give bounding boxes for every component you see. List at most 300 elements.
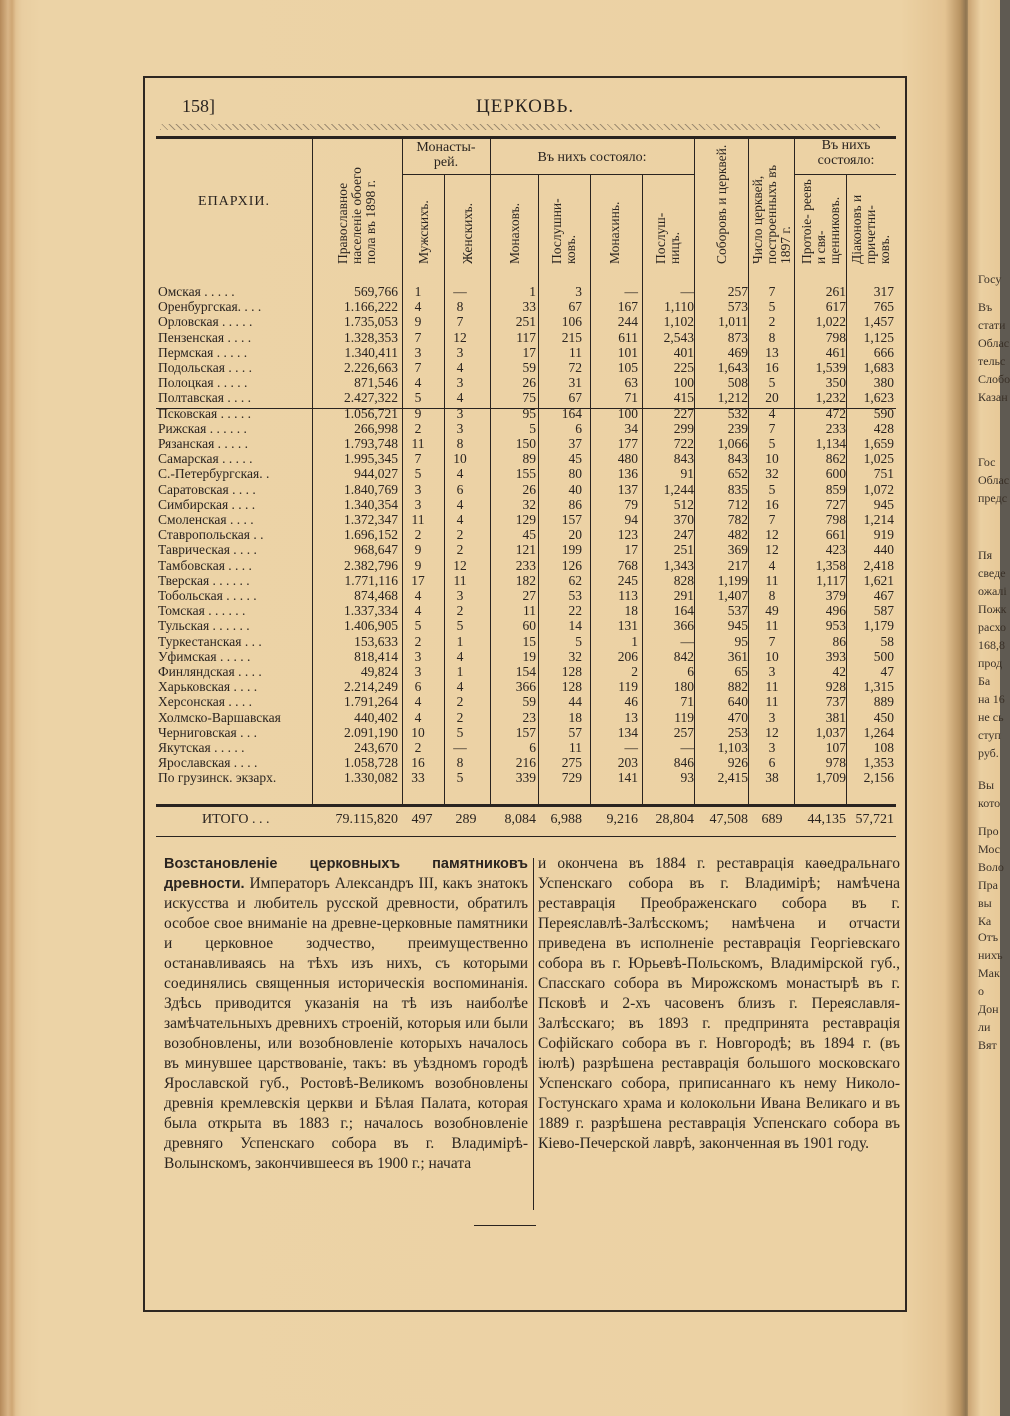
table-total-rule xyxy=(156,804,896,807)
row-monks: 75 xyxy=(522,390,536,406)
row-novices-m: 128 xyxy=(561,679,582,695)
table-row xyxy=(156,421,896,436)
table-row xyxy=(156,649,896,664)
table-row xyxy=(156,406,896,421)
row-nuns: 206 xyxy=(617,648,638,664)
row-male-monasteries: 9 xyxy=(414,314,422,330)
row-female-monasteries: 3 xyxy=(456,588,464,603)
row-priests: 1,709 xyxy=(815,770,846,786)
row-new-churches: 8 xyxy=(768,588,776,603)
article-right-column xyxy=(538,854,900,1154)
margin-fragment: ожалі xyxy=(978,584,1007,598)
row-priests: 859 xyxy=(825,481,846,497)
row-nuns: 611 xyxy=(618,329,638,345)
row-novices-m: 22 xyxy=(568,603,582,619)
row-eparchy: Самарская . . . . . xyxy=(158,451,253,467)
row-nuns: 1 xyxy=(631,633,638,649)
column-divider xyxy=(533,858,534,1210)
row-novices-f: 722 xyxy=(673,436,694,451)
row-priests: 617 xyxy=(825,299,846,315)
row-new-churches: 49 xyxy=(765,603,779,619)
row-priests: 461 xyxy=(825,344,846,360)
row-male-monasteries: 1 xyxy=(414,284,422,299)
margin-fragment: 168,8 xyxy=(978,638,1005,652)
row-new-churches: 8 xyxy=(768,329,776,345)
row-cathedrals: 945 xyxy=(727,618,748,634)
row-deacons: 1,623 xyxy=(863,390,894,406)
row-novices-m: 14 xyxy=(568,618,582,634)
row-male-monasteries: 4 xyxy=(414,375,422,391)
row-cathedrals: 843 xyxy=(727,451,748,467)
row-monks: 15 xyxy=(522,633,536,649)
row-eparchy: Ярославская . . . . xyxy=(158,755,258,771)
header-population: Православное населеніе обоего пола въ 1898 г. xyxy=(335,167,378,264)
row-new-churches: 3 xyxy=(768,664,776,679)
row-population: 1.995,345 xyxy=(344,451,398,467)
row-deacons: 1,621 xyxy=(863,572,894,588)
row-female-monasteries: 4 xyxy=(456,466,464,482)
row-novices-m: 126 xyxy=(561,557,582,573)
row-priests: 423 xyxy=(825,542,846,558)
row-monks: 150 xyxy=(515,436,536,451)
row-eparchy: Тамбовская . . . . xyxy=(158,557,252,573)
margin-fragment: тельс xyxy=(978,354,1006,368)
row-male-monasteries: 7 xyxy=(414,451,422,467)
header-novices-f: Послуш- ницъ. xyxy=(653,212,682,264)
table-total-row xyxy=(156,812,896,832)
table-row xyxy=(156,710,896,725)
table-row xyxy=(156,497,896,512)
row-priests: 862 xyxy=(825,451,846,467)
row-cathedrals: 640 xyxy=(727,694,748,710)
row-male-monasteries: 2 xyxy=(414,527,422,543)
row-eparchy: Уфимская . . . . . xyxy=(158,648,251,664)
row-priests: 798 xyxy=(825,329,846,345)
row-monks: 117 xyxy=(516,329,536,345)
row-male-monasteries: 33 xyxy=(411,770,425,786)
row-deacons: 1,457 xyxy=(863,314,894,330)
row-monks: 157 xyxy=(515,724,536,740)
row-cathedrals: 532 xyxy=(727,405,748,421)
row-population: 1.328,353 xyxy=(344,329,398,345)
row-deacons: 590 xyxy=(873,405,894,421)
row-priests: 472 xyxy=(825,405,846,421)
table-row xyxy=(156,330,896,345)
table-row xyxy=(156,436,896,451)
row-novices-f: 257 xyxy=(673,724,694,740)
margin-fragment: Пожк xyxy=(978,602,1007,616)
row-novices-f: 370 xyxy=(673,512,694,527)
row-eparchy: Псковская . . . . . xyxy=(158,405,251,421)
row-population: 2.226,663 xyxy=(344,360,398,375)
row-priests: 107 xyxy=(825,740,846,755)
row-priests: 661 xyxy=(825,527,846,543)
row-cathedrals: 95 xyxy=(734,633,748,649)
row-priests: 233 xyxy=(825,420,846,436)
row-population: 2.214,249 xyxy=(344,679,398,695)
row-eparchy: Черниговская . . . xyxy=(158,724,258,740)
row-novices-m: 67 xyxy=(568,299,582,315)
row-new-churches: 12 xyxy=(765,542,779,558)
running-title: ЦЕРКОВЬ. xyxy=(476,96,575,117)
row-nuns: 105 xyxy=(617,360,638,375)
margin-fragment: Госу xyxy=(978,272,1002,286)
row-deacons: 765 xyxy=(873,299,894,315)
header-monks: Монаховъ. xyxy=(507,202,522,264)
row-novices-f: 71 xyxy=(680,694,694,710)
row-population: 440,402 xyxy=(354,709,398,725)
row-population: 1.696,152 xyxy=(344,527,398,543)
row-novices-f: 180 xyxy=(673,679,694,695)
row-male-monasteries: 11 xyxy=(411,436,425,451)
row-priests: 1,037 xyxy=(815,724,846,740)
margin-fragment: Облас xyxy=(978,336,1010,350)
row-nuns: 203 xyxy=(617,755,638,771)
page-number: 158] xyxy=(182,96,215,116)
margin-fragment: Отъ xyxy=(978,930,999,944)
row-nuns: 18 xyxy=(624,603,638,619)
row-novices-f: 1,343 xyxy=(663,557,694,573)
margin-fragment: Слобо xyxy=(978,372,1010,386)
row-nuns: 244 xyxy=(617,314,638,330)
row-new-churches: 5 xyxy=(768,299,776,315)
row-cathedrals: 2,415 xyxy=(717,770,748,786)
row-new-churches: 3 xyxy=(768,709,776,725)
table-row xyxy=(156,314,896,329)
table-row xyxy=(156,588,896,603)
row-male-monasteries: 3 xyxy=(414,648,422,664)
row-novices-m: 20 xyxy=(568,527,582,543)
margin-fragment: ли xyxy=(978,1020,991,1034)
margin-fragment: Ба xyxy=(978,674,991,688)
row-nuns: 167 xyxy=(617,299,638,315)
row-monks: 154 xyxy=(515,664,536,679)
row-population: 2.091,190 xyxy=(344,724,398,740)
row-population: 1.791,264 xyxy=(344,694,398,710)
row-monks: 1 xyxy=(529,284,536,299)
row-female-monasteries: 3 xyxy=(456,375,464,391)
row-nuns: 134 xyxy=(617,724,638,740)
row-new-churches: 5 xyxy=(768,481,776,497)
row-eparchy: Ставропольская . . xyxy=(158,527,264,543)
row-nuns: 63 xyxy=(624,375,638,391)
row-male-monasteries: 3 xyxy=(414,664,422,679)
row-nuns: — xyxy=(624,284,638,299)
row-female-monasteries: 8 xyxy=(456,299,464,315)
row-eparchy: Рижская . . . . . . xyxy=(158,420,247,436)
table-row xyxy=(156,573,896,588)
row-nuns: 94 xyxy=(624,512,638,527)
row-population: 1.058,728 xyxy=(344,755,398,771)
row-population: 874,468 xyxy=(354,588,398,603)
row-priests: 600 xyxy=(825,466,846,482)
next-page-edge xyxy=(968,0,1003,1416)
margin-fragment: Казан xyxy=(978,390,1008,404)
row-eparchy: Херсонская . . . . xyxy=(158,694,253,710)
row-priests: 496 xyxy=(825,603,846,619)
row-novices-f: 225 xyxy=(673,360,694,375)
table-row xyxy=(156,694,896,709)
row-new-churches: 12 xyxy=(765,724,779,740)
row-monks: 95 xyxy=(522,405,536,421)
row-female-monasteries: 1 xyxy=(456,633,464,649)
row-eparchy: По грузинск. экзарх. xyxy=(158,770,277,786)
row-new-churches: 16 xyxy=(765,496,779,512)
row-male-monasteries: 17 xyxy=(411,572,425,588)
row-nuns: 79 xyxy=(624,496,638,512)
row-population: 1.337,334 xyxy=(344,603,398,619)
row-deacons: 1,264 xyxy=(863,724,894,740)
row-nuns: 34 xyxy=(624,420,638,436)
row-monks: 60 xyxy=(522,618,536,634)
row-female-monasteries: 12 xyxy=(453,557,467,573)
row-eparchy: Якутская . . . . . xyxy=(158,740,245,755)
row-population: 818,414 xyxy=(354,648,398,664)
row-male-monasteries: 4 xyxy=(414,299,422,315)
row-female-monasteries: 8 xyxy=(456,755,464,771)
row-female-monasteries: 2 xyxy=(456,694,464,710)
row-novices-m: 37 xyxy=(568,436,582,451)
row-eparchy: Подольская . . . . xyxy=(158,360,252,375)
row-novices-f: 2,543 xyxy=(663,329,694,345)
margin-fragment: вы xyxy=(978,896,992,910)
row-new-churches: 7 xyxy=(768,420,776,436)
row-male-monasteries: 10 xyxy=(411,724,425,740)
row-eparchy: Полтавская . . . . xyxy=(158,390,251,406)
row-new-churches: 6 xyxy=(768,755,776,771)
row-population: 1.056,721 xyxy=(344,405,398,421)
row-monks: 251 xyxy=(515,314,536,330)
total-monks: 8,084 xyxy=(504,812,536,827)
row-novices-m: 45 xyxy=(568,451,582,467)
row-monks: 23 xyxy=(522,709,536,725)
row-monks: 26 xyxy=(522,375,536,391)
row-population: 49,824 xyxy=(360,664,398,679)
row-eparchy: Холмско-Варшавская xyxy=(158,709,281,725)
row-male-monasteries: 4 xyxy=(414,709,422,725)
margin-fragment: Гос xyxy=(978,455,996,469)
row-new-churches: 4 xyxy=(768,557,776,573)
row-novices-m: 11 xyxy=(569,344,582,360)
row-novices-m: 86 xyxy=(568,496,582,512)
row-male-monasteries: 2 xyxy=(414,633,422,649)
margin-fragment: Въ xyxy=(978,300,993,314)
row-novices-f: 1,244 xyxy=(663,481,694,497)
row-novices-m: 67 xyxy=(568,390,582,406)
row-female-monasteries: 4 xyxy=(456,648,464,664)
margin-fragment: Вят xyxy=(978,1038,997,1052)
row-deacons: 500 xyxy=(873,648,894,664)
header-consisted: Въ нихъ состояло: xyxy=(537,150,647,165)
table-row xyxy=(156,725,896,740)
row-male-monasteries: 9 xyxy=(414,405,422,421)
row-population: 1.166,222 xyxy=(344,299,398,315)
row-cathedrals: 882 xyxy=(727,679,748,695)
row-female-monasteries: — xyxy=(453,740,467,755)
table-bottom-rule xyxy=(156,836,896,837)
row-priests: 1,539 xyxy=(815,360,846,375)
row-male-monasteries: 3 xyxy=(414,496,422,512)
row-population: 569,766 xyxy=(354,284,398,299)
row-deacons: 751 xyxy=(873,466,894,482)
total-male-monasteries: 497 xyxy=(411,812,433,827)
margin-fragment: Облас xyxy=(978,473,1010,487)
row-priests: 381 xyxy=(825,709,846,725)
table-row xyxy=(156,679,896,694)
row-deacons: 58 xyxy=(880,633,894,649)
total-cathedrals: 47,508 xyxy=(709,812,748,827)
row-female-monasteries: 3 xyxy=(456,405,464,421)
row-deacons: 945 xyxy=(873,496,894,512)
row-deacons: 1,025 xyxy=(863,451,894,467)
row-female-monasteries: 5 xyxy=(456,770,464,786)
header-novices-m: Послушни- ковъ. xyxy=(549,198,578,264)
row-male-monasteries: 6 xyxy=(414,679,422,695)
row-priests: 1,117 xyxy=(816,572,846,588)
row-new-churches: 7 xyxy=(768,512,776,527)
row-novices-f: 291 xyxy=(673,588,694,603)
row-nuns: 2 xyxy=(631,664,638,679)
row-priests: 1,232 xyxy=(815,390,846,406)
row-novices-m: 62 xyxy=(568,572,582,588)
margin-fragment: Про xyxy=(978,824,999,838)
row-female-monasteries: 8 xyxy=(456,436,464,451)
row-population: 1.793,748 xyxy=(344,436,398,451)
row-nuns: 136 xyxy=(617,466,638,482)
margin-fragment: на 16 xyxy=(978,692,1005,706)
row-male-monasteries: 3 xyxy=(414,344,422,360)
article-right-text: и окончена въ 1884 г. реставрація каѳедральнаго Успенскаго собора въ г. Владимірѣ; намѣчена реставрація Преображенскаго собора въ г. Переяславлѣ-Залѣсскомъ; намѣчена и отчасти приведена въ исполненіе реставрація Георгіевскаго собора въ г. Юрьевѣ-Польскомъ, Владимірской губ., Спасскаго собора въ Мирожскомъ монастырѣ въ г. Псковѣ и 2-хъ часовенъ близъ г. Переяславля-Залѣсскаго; въ 1893 г. предпринята реставрація Софійскаго собора въ г. Новгородѣ; въ 1894 г. (въ іюлѣ) разрѣшена реставрація большого московскаго Успенскаго собора, приписаннаго къ нему Николо-Гостунскаго храма и колокольни Ивана Великаго и въ 1889 г. разрѣшена реставрація Успенскаго собора въ Кіево-Печерской лаврѣ, законченная въ 1901 году. xyxy=(538,855,900,1152)
row-novices-f: 401 xyxy=(673,344,694,360)
row-novices-f: 842 xyxy=(673,648,694,664)
row-novices-m: 18 xyxy=(568,709,582,725)
row-monks: 45 xyxy=(522,527,536,543)
margin-fragment: Пя xyxy=(978,548,993,562)
row-new-churches: 13 xyxy=(765,344,779,360)
group-rule xyxy=(490,174,694,175)
row-novices-f: 164 xyxy=(673,603,694,619)
row-female-monasteries: 1 xyxy=(456,664,464,679)
row-nuns: 123 xyxy=(617,527,638,543)
table-row xyxy=(156,512,896,527)
row-new-churches: 11 xyxy=(765,572,779,588)
margin-fragment: Пра xyxy=(978,878,998,892)
row-cathedrals: 1,066 xyxy=(717,436,748,451)
row-new-churches: 11 xyxy=(765,679,779,695)
row-priests: 86 xyxy=(832,633,846,649)
row-nuns: 13 xyxy=(624,709,638,725)
row-cathedrals: 65 xyxy=(734,664,748,679)
row-novices-m: 72 xyxy=(568,360,582,375)
row-female-monasteries: 3 xyxy=(456,344,464,360)
row-deacons: 47 xyxy=(880,664,894,679)
total-population: 79.115,820 xyxy=(335,812,398,827)
row-eparchy: Полоцкая . . . . . xyxy=(158,375,248,391)
row-eparchy: Саратовская . . . . xyxy=(158,481,256,497)
row-cathedrals: 873 xyxy=(727,329,748,345)
row-cathedrals: 257 xyxy=(727,284,748,299)
row-population: 1.340,354 xyxy=(344,496,398,512)
row-nuns: 768 xyxy=(617,557,638,573)
row-cathedrals: 1,103 xyxy=(717,740,748,755)
row-cathedrals: 1,212 xyxy=(717,390,748,406)
row-deacons: 380 xyxy=(873,375,894,391)
row-population: 1.372,347 xyxy=(344,512,398,527)
row-novices-m: 32 xyxy=(568,648,582,664)
row-deacons: 2,418 xyxy=(863,557,894,573)
header-new-churches: Число церквей, построенныхъ въ 1897 г. xyxy=(750,164,793,264)
table-row xyxy=(156,618,896,633)
row-eparchy: Томская . . . . . . xyxy=(158,603,246,619)
row-cathedrals: 1,643 xyxy=(717,360,748,375)
article-left-column xyxy=(164,854,528,1174)
row-novices-f: 119 xyxy=(674,709,694,725)
table-row xyxy=(156,770,896,785)
row-deacons: 2,156 xyxy=(863,770,894,786)
row-eparchy: Тверская . . . . . . xyxy=(158,572,250,588)
row-male-monasteries: 4 xyxy=(414,603,422,619)
row-novices-m: 215 xyxy=(561,329,582,345)
row-new-churches: 16 xyxy=(765,360,779,375)
row-deacons: 919 xyxy=(873,527,894,543)
row-novices-f: 6 xyxy=(687,664,694,679)
row-novices-m: 3 xyxy=(575,284,582,299)
row-monks: 366 xyxy=(515,679,536,695)
row-novices-f: 846 xyxy=(673,755,694,771)
row-female-monasteries: 7 xyxy=(456,314,464,330)
total-deacons: 57,721 xyxy=(855,812,894,827)
row-deacons: 666 xyxy=(873,344,894,360)
row-male-monasteries: 4 xyxy=(414,694,422,710)
row-deacons: 1,683 xyxy=(863,360,894,375)
row-cathedrals: 782 xyxy=(727,512,748,527)
row-female-monasteries: 3 xyxy=(456,420,464,436)
group-rule xyxy=(402,174,490,175)
row-cathedrals: 573 xyxy=(727,299,748,315)
row-nuns: 245 xyxy=(617,572,638,588)
row-eparchy: Харьковская . . . . xyxy=(158,679,258,695)
row-novices-f: 247 xyxy=(673,527,694,543)
row-monks: 17 xyxy=(522,344,536,360)
row-deacons: 108 xyxy=(873,740,894,755)
row-deacons: 1,214 xyxy=(863,512,894,527)
margin-fragment: сведе xyxy=(978,566,1006,580)
row-female-monasteries: — xyxy=(453,284,467,299)
row-deacons: 587 xyxy=(873,603,894,619)
row-cathedrals: 537 xyxy=(727,603,748,619)
row-monks: 32 xyxy=(522,496,536,512)
row-cathedrals: 217 xyxy=(727,557,748,573)
row-priests: 798 xyxy=(825,512,846,527)
table-row xyxy=(156,345,896,360)
row-deacons: 1,125 xyxy=(863,329,894,345)
margin-fragment: стати xyxy=(978,318,1006,332)
row-female-monasteries: 12 xyxy=(453,329,467,345)
table-top-rule xyxy=(156,136,896,139)
row-priests: 393 xyxy=(825,648,846,664)
row-new-churches: 38 xyxy=(765,770,779,786)
row-nuns: 141 xyxy=(617,770,638,786)
row-male-monasteries: 11 xyxy=(411,512,425,527)
row-male-monasteries: 5 xyxy=(414,466,422,482)
row-female-monasteries: 5 xyxy=(456,618,464,634)
row-nuns: 480 xyxy=(617,451,638,467)
row-novices-f: — xyxy=(680,633,694,649)
row-priests: 42 xyxy=(832,664,846,679)
table-row xyxy=(156,299,896,314)
row-new-churches: 32 xyxy=(765,466,779,482)
table-row xyxy=(156,390,896,405)
